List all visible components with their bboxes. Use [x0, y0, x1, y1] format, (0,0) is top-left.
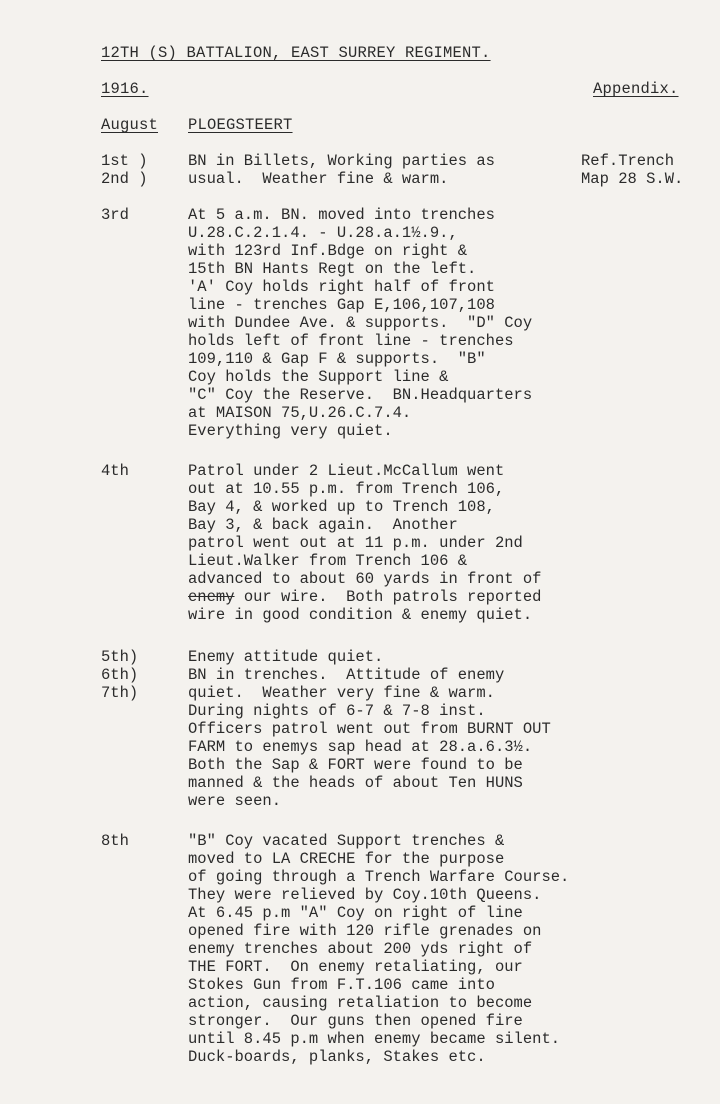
text-line: moved to LA CRECHE for the purpose	[188, 850, 505, 868]
entry-text	[188, 832, 569, 1066]
text-line: Patrol under 2 Lieut.McCallum went	[188, 462, 505, 480]
text-line: 15th BN Hants Regt on the left.	[188, 260, 477, 278]
text-line: BN in trenches. Attitude of enemy	[188, 666, 505, 684]
text-line: action, causing retaliation to become	[188, 994, 533, 1012]
entry-text	[188, 462, 541, 624]
text-line: line - trenches Gap E,106,107,108	[188, 296, 495, 314]
text-line: holds left of front line - trenches	[188, 332, 514, 350]
month: August	[101, 116, 159, 134]
text-line: opened fire with 120 rifle grenades on	[188, 922, 542, 940]
text-line: "C" Coy the Reserve. BN.Headquarters	[188, 386, 533, 404]
entry-date: 5th)	[101, 648, 139, 666]
map-reference	[581, 152, 683, 188]
entry-date: 3rd	[101, 206, 129, 224]
text-line: 'A' Coy holds right half of front	[188, 278, 495, 296]
text-line: manned & the heads of about Ten HUNS	[188, 774, 523, 792]
text-line: They were relieved by Coy.10th Queens.	[188, 886, 542, 904]
entry-text	[188, 152, 495, 188]
entry-date: 7th)	[101, 684, 139, 702]
text-line: with 123rd Inf.Bdge on right &	[188, 242, 468, 260]
text-line: advanced to about 60 yards in front of	[188, 570, 542, 588]
text-line: of going through a Trench Warfare Course.	[188, 868, 570, 886]
text-line: wire in good condition & enemy quiet.	[188, 606, 533, 624]
text-line: Lieut.Walker from Trench 106 &	[188, 552, 468, 570]
text-line: BN in Billets, Working parties as	[188, 152, 495, 170]
text-line: Bay 4, & worked up to Trench 108,	[188, 498, 495, 516]
text-line: THE FORT. On enemy retaliating, our	[188, 958, 523, 976]
entry-date: 8th	[101, 832, 129, 850]
text-line: 109,110 & Gap F & supports. "B"	[188, 350, 486, 368]
text-line: Everything very quiet.	[188, 422, 393, 440]
text-line: stronger. Our guns then opened fire	[188, 1012, 523, 1030]
text-line: At 6.45 p.m "A" Coy on right of line	[188, 904, 523, 922]
text-line: U.28.C.2.1.4. - U.28.a.1½.9.,	[188, 224, 458, 242]
place: PLOEGSTEERT	[188, 116, 293, 134]
struck-word: enemy	[188, 588, 235, 606]
battalion-title: 12TH (S) BATTALION, EAST SURREY REGIMENT.	[101, 44, 491, 62]
entry-date: 4th	[101, 462, 129, 480]
entry-date: 2nd )	[101, 170, 148, 188]
text-line: were seen.	[188, 792, 282, 810]
text-line: quiet. Weather very fine & warm.	[188, 684, 495, 702]
text-line: enemy trenches about 200 yds right of	[188, 940, 533, 958]
text-line: During nights of 6-7 & 7-8 inst.	[188, 702, 486, 720]
text-line: Coy holds the Support line &	[188, 368, 449, 386]
text-line: Both the Sap & FORT were found to be	[188, 756, 523, 774]
year: 1916.	[101, 80, 149, 98]
map-reference-line: Ref.Trench	[581, 152, 675, 170]
text-line: with Dundee Ave. & supports. "D" Coy	[188, 314, 533, 332]
entry-date: 6th)	[101, 666, 139, 684]
text-line: Stokes Gun from F.T.106 came into	[188, 976, 495, 994]
text-line: Bay 3, & back again. Another	[188, 516, 458, 534]
text-line: at MAISON 75,U.26.C.7.4.	[188, 404, 412, 422]
text-line: usual. Weather fine & warm.	[188, 170, 449, 188]
text-line: "B" Coy vacated Support trenches &	[188, 832, 505, 850]
entry-date: 1st )	[101, 152, 148, 170]
entry-text	[188, 206, 532, 440]
map-reference-line: Map 28 S.W.	[581, 170, 684, 188]
text-line: At 5 a.m. BN. moved into trenches	[188, 206, 495, 224]
text-fragment: our wire. Both patrols reported	[234, 588, 542, 606]
text-line: out at 10.55 p.m. from Trench 106,	[188, 480, 505, 498]
entry-text	[188, 648, 551, 810]
appendix-label: Appendix.	[593, 80, 679, 98]
text-line: Duck-boards, planks, Stakes etc.	[188, 1048, 486, 1066]
text-line	[188, 588, 541, 606]
text-line: FARM to enemys sap head at 28.a.6.3½.	[188, 738, 533, 756]
text-line: Enemy attitude quiet.	[188, 648, 384, 666]
text-line: Officers patrol went out from BURNT OUT	[188, 720, 551, 738]
text-line: patrol went out at 11 p.m. under 2nd	[188, 534, 523, 552]
text-line: until 8.45 p.m when enemy became silent.	[188, 1030, 561, 1048]
